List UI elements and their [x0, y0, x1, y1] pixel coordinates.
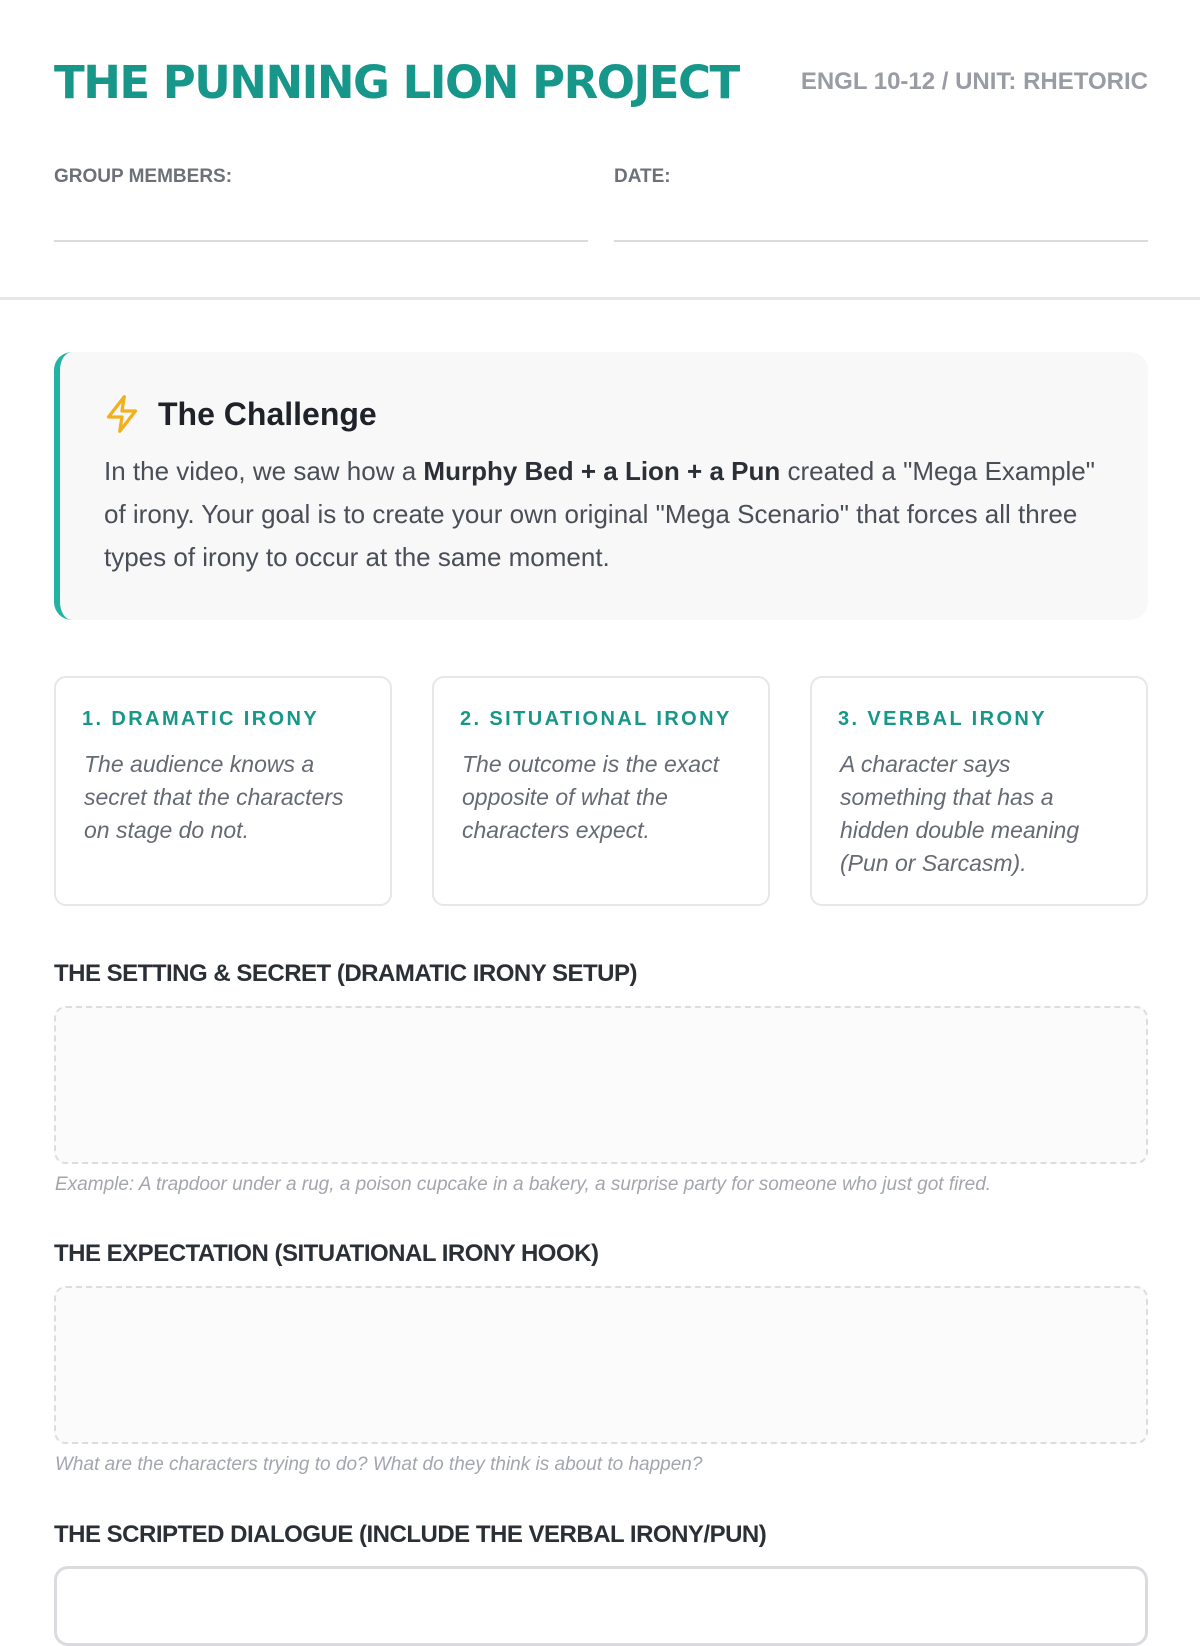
irony-card-title: 3. VERBAL IRONY — [838, 708, 1047, 730]
irony-card-title: 2. SITUATIONAL IRONY — [460, 708, 732, 730]
worksheet-title: THE PUNNING LION PROJECT — [54, 56, 739, 109]
challenge-text-highlight: Murphy Bed + a Lion + a Pun — [423, 456, 781, 486]
challenge-description — [104, 450, 1114, 579]
irony-card-situational — [432, 676, 770, 906]
group-members-label: GROUP MEMBERS: — [54, 166, 233, 187]
expectation-label: THE EXPECTATION (SITUATIONAL IRONY HOOK) — [54, 1240, 599, 1267]
expectation-input[interactable] — [54, 1286, 1148, 1444]
date-label: DATE: — [614, 166, 671, 187]
setting-secret-label: THE SETTING & SECRET (DRAMATIC IRONY SETUP) — [54, 960, 637, 987]
challenge-callout — [54, 352, 1148, 620]
challenge-text-intro: In the video, we saw how a — [104, 456, 424, 486]
worksheet-header — [0, 0, 1200, 300]
setting-secret-input[interactable] — [54, 1006, 1148, 1164]
irony-card-verbal — [810, 676, 1148, 906]
expectation-hint: What are the characters trying to do? What do they think is about to happen? — [55, 1454, 703, 1475]
challenge-title: The Challenge — [158, 396, 377, 432]
setting-secret-hint: Example: A trapdoor under a rug, a poison cupcake in a bakery, a surprise party for someone who just got fired. — [55, 1174, 992, 1195]
lightning-bolt-icon — [104, 394, 140, 434]
irony-card-description: The outcome is the exact opposite of what the characters expect. — [462, 751, 719, 843]
irony-card-title: 1. DRAMATIC IRONY — [82, 708, 320, 730]
irony-card-description: A character says something that has a hidden double meaning (Pun or Sarcasm). — [840, 751, 1080, 876]
scripted-dialogue-label: THE SCRIPTED DIALOGUE (INCLUDE THE VERBAL IRONY/PUN) — [54, 1521, 767, 1548]
irony-card-dramatic — [54, 676, 392, 906]
group-members-field[interactable] — [54, 176, 588, 242]
scripted-dialogue-input[interactable] — [54, 1566, 1148, 1646]
date-field[interactable] — [614, 176, 1148, 242]
course-label: ENGL 10-12 / UNIT: RHETORIC — [800, 68, 1148, 95]
challenge-text-rest: created a "Mega Example" of irony. Your goal is to create your own original "Mega Scenario" that forces all three types of irony to occur at the same moment. — [104, 456, 1095, 572]
irony-card-description: The audience knows a secret that the characters on stage do not. — [84, 751, 344, 843]
